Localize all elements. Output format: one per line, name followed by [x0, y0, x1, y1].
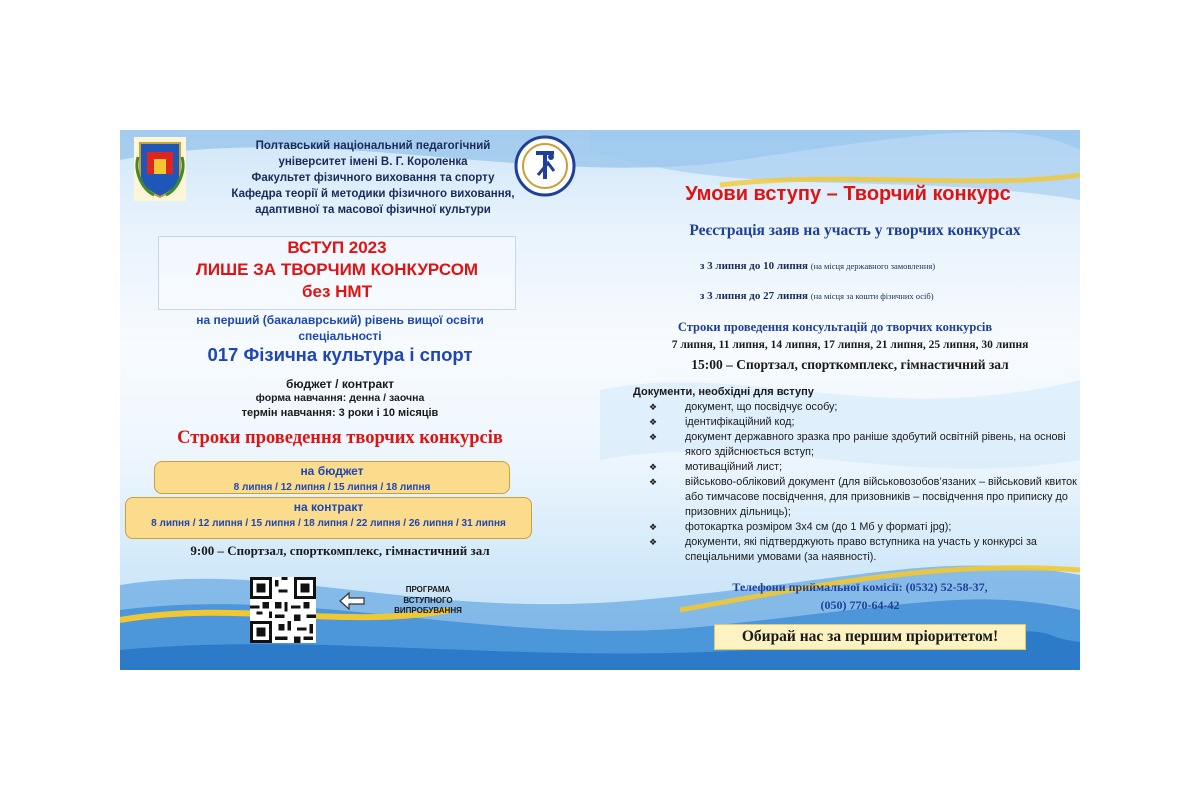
- conditions-title: Умови вступу – Творчий конкурс: [685, 183, 1011, 205]
- contract-label: на контракт: [293, 500, 364, 514]
- documents-list: [640, 400, 1080, 565]
- list-item: ❖ документ, що посвідчує особу;: [649, 401, 838, 413]
- documents-title: Документи, необхідні для вступу: [633, 386, 814, 398]
- budget-dates-box: [154, 461, 510, 494]
- bullet-icon: ❖: [649, 432, 658, 442]
- list-item: ❖ мотиваційний лист;: [649, 461, 783, 473]
- bullet-icon: ❖: [649, 477, 658, 487]
- bullet-icon: ❖: [649, 402, 658, 412]
- faculty-emblem-icon: [514, 135, 576, 197]
- list-item: ❖ військово-обліковий документ (для військовозобов’язаних – військовий квиток або тимчасове посвідчення, для призовників – посвідчення про приписку до призовних дільниць);: [649, 476, 1077, 518]
- funding-type: бюджет / контракт: [285, 377, 395, 391]
- bullet-icon: ❖: [649, 522, 658, 532]
- education-level: на перший (бакалаврський) рівень вищої освіти спеціальності: [196, 313, 484, 343]
- specialty-title: 017 Фізична культура і спорт: [207, 344, 473, 365]
- registration-title: Реєстрація заяв на участь у творчих конкурсах: [689, 222, 1021, 239]
- program-link-label: ПРОГРАМА ВСТУПНОГО ВИПРОБУВАННЯ: [394, 585, 462, 615]
- competition-time-place: 9:00 – Спортзал, спорткомплекс, гімнастичний зал: [190, 543, 490, 558]
- list-item: ❖ документ державного зразка про раніше здобутий освітній рівень, на основі якого здійснюється вступ;: [649, 431, 1066, 458]
- bullet-icon: ❖: [649, 417, 658, 427]
- consultations-dates: 7 липня, 11 липня, 14 липня, 17 липня, 21 липня, 25 липня, 30 липня: [671, 339, 1029, 351]
- arrow-left-icon: [338, 591, 366, 611]
- registration-private-dates: з 3 липня до 27 липня (на місця за кошти фізичних осіб): [700, 290, 934, 302]
- university-crest-icon: [134, 137, 186, 201]
- competitions-title: Строки проведення творчих конкурсів: [177, 428, 503, 448]
- admission-phones: Телефони приймальної комісії: (0532) 52-58-37, (050) 770-64-42: [732, 580, 988, 612]
- budget-label: на бюджет: [300, 464, 364, 478]
- motto-banner: Обирай нас за першим пріоритетом!: [714, 624, 1026, 650]
- bullet-icon: ❖: [649, 462, 658, 472]
- admission-headline: ВСТУП 2023 ЛИШЕ ЗА ТВОРЧИМ КОНКУРСОМ без НМТ: [158, 236, 516, 310]
- admission-poster: [120, 130, 1080, 670]
- registration-state-dates: з 3 липня до 10 липня (на місця державного замовлення): [700, 260, 936, 272]
- bullet-icon: ❖: [649, 537, 658, 547]
- qr-code-icon[interactable]: [250, 577, 316, 643]
- consultations-title: Строки проведення консультацій до творчих конкурсів: [677, 320, 993, 334]
- university-name: Полтавський національний педагогічний університет імені В. Г. Короленка Факультет фізичного виховання та спорту Кафедра теорії й методики фізичного виховання, адаптивної та масової фізичної культури: [231, 140, 515, 216]
- list-item: ❖ документи, які підтверджують право вступника на участь у конкурсі за спеціальними умовами (за наявності).: [649, 536, 1037, 563]
- study-term: термін навчання: 3 роки і 10 місяців: [241, 407, 439, 419]
- list-item: ❖ фотокартка розміром 3х4 см (до 1 Мб у форматі jpg);: [649, 521, 952, 533]
- contract-dates-box: [125, 497, 532, 539]
- budget-dates: 8 липня / 12 липня / 15 липня / 18 липня: [233, 482, 431, 493]
- list-item: ❖ ідентифікаційний код;: [649, 416, 795, 428]
- contract-dates: 8 липня / 12 липня / 15 липня / 18 липня / 22 липня / 26 липня / 31 липня: [151, 518, 506, 529]
- consultations-time-place: 15:00 – Спортзал, спорткомплекс, гімнастичний зал: [691, 357, 1009, 372]
- study-form: форма навчання: денна / заочна: [255, 392, 425, 404]
